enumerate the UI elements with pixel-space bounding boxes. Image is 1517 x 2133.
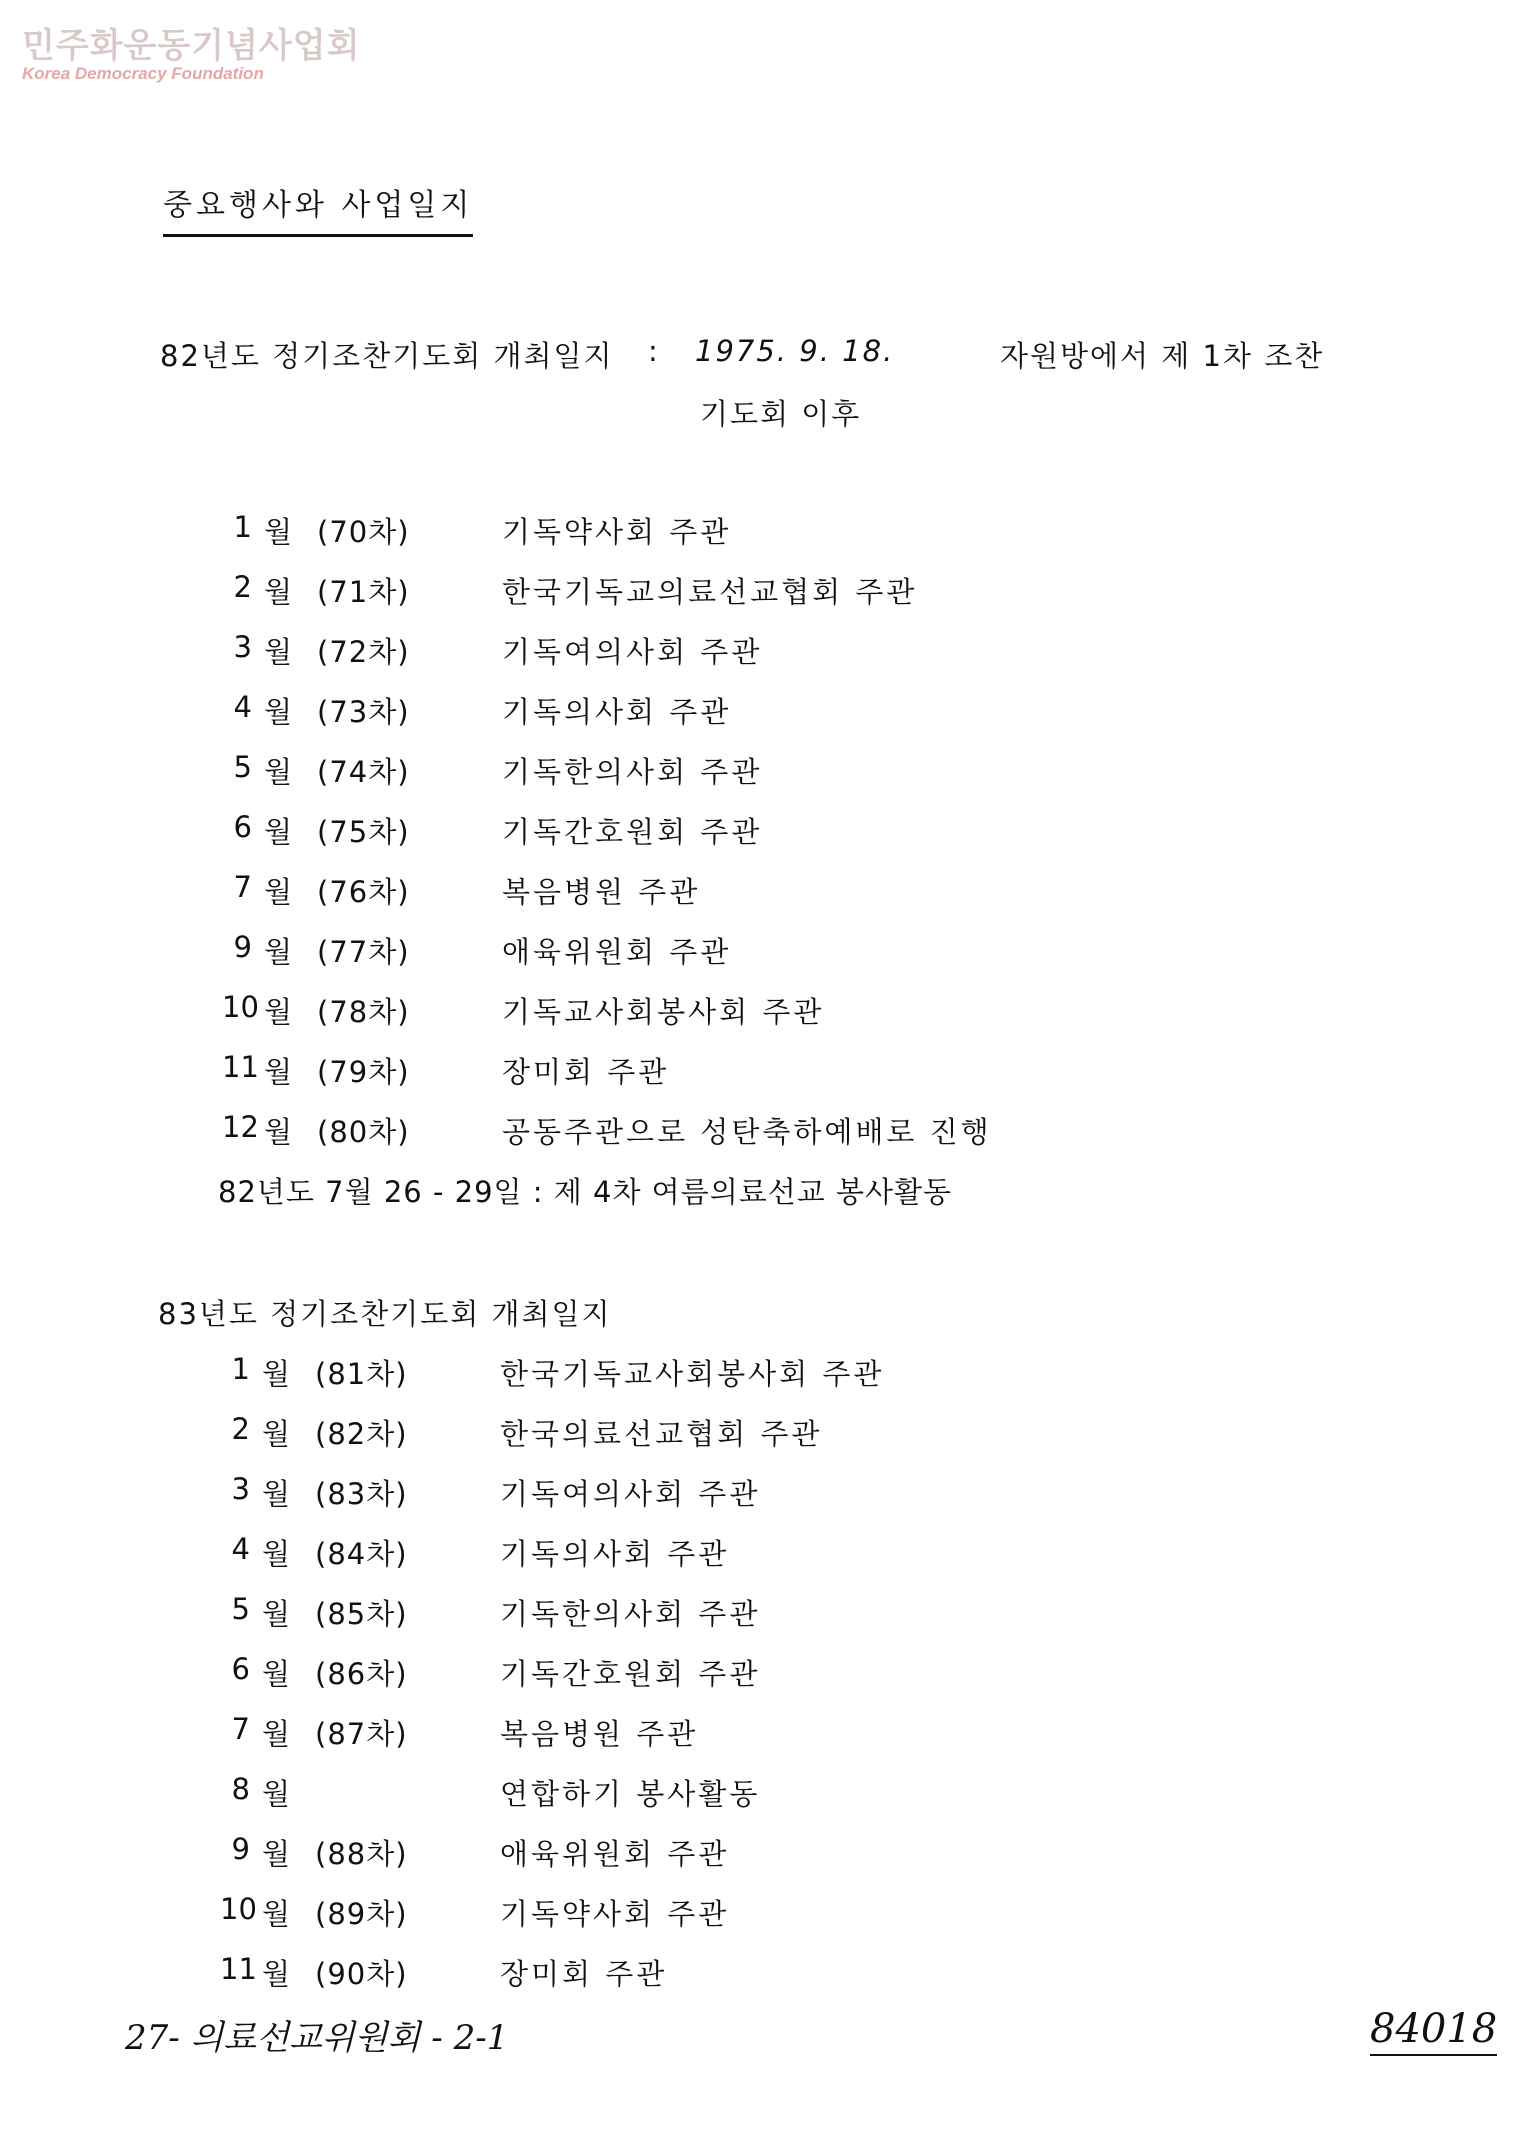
host-description: 한국기독교사회봉사회 주관 [500, 1357, 885, 1391]
host-description: 복음병원 주관 [502, 875, 701, 909]
host-description: 애육위원회 주관 [500, 1837, 730, 1871]
host-description: 연합하기 봉사활동 [500, 1777, 761, 1811]
meeting-count: (82차) [315, 1417, 408, 1451]
host-description: 기독한의사회 주관 [502, 755, 763, 789]
month-number: 11 [222, 1050, 259, 1084]
document-title: 중요행사와 사업일지 [163, 180, 473, 237]
section82-header-right: 자원방에서 제 1차 조찬 [1000, 339, 1325, 373]
month-number: 9 [231, 1832, 250, 1866]
month-unit: 월 [264, 695, 293, 729]
host-description: 기독한의사회 주관 [500, 1597, 761, 1631]
section82-header-sep: : [648, 334, 660, 368]
meeting-count: (77차) [317, 935, 410, 969]
month-unit: 월 [264, 995, 293, 1029]
meeting-count: (76차) [317, 875, 410, 909]
month-unit: 월 [262, 1657, 291, 1691]
month-number: 8 [231, 1772, 250, 1806]
month-unit: 월 [262, 1537, 291, 1571]
month-number: 4 [231, 1532, 250, 1566]
month-number: 5 [233, 750, 252, 784]
month-unit: 월 [264, 575, 293, 609]
handwritten-note: 27- 의료선교위원회 - 2-1 [125, 2018, 509, 2058]
section82-header-date: 1975. 9. 18. [695, 334, 895, 368]
month-number: 2 [233, 570, 252, 604]
meeting-count: (81차) [315, 1357, 408, 1391]
host-description: 한국의료선교협회 주관 [500, 1417, 823, 1451]
meeting-count: (80차) [317, 1115, 410, 1149]
host-description: 기독약사회 주관 [502, 515, 732, 549]
host-description: 기독약사회 주관 [500, 1897, 730, 1931]
meeting-count: (85차) [315, 1597, 408, 1631]
month-unit: 월 [262, 1477, 291, 1511]
page-stamp: 84018 [1370, 2006, 1497, 2056]
host-description: 기독의사회 주관 [500, 1537, 730, 1571]
section82-header-cont: 기도회 이후 [700, 397, 862, 431]
month-unit: 월 [264, 1115, 293, 1149]
month-number: 11 [220, 1952, 257, 1986]
month-unit: 월 [262, 1417, 291, 1451]
month-number: 6 [231, 1652, 250, 1686]
month-number: 4 [233, 690, 252, 724]
section82-header-left: 82년도 정기조찬기도회 개최일지 [160, 339, 614, 373]
meeting-count: (74차) [317, 755, 410, 789]
month-number: 9 [233, 930, 252, 964]
month-unit: 월 [262, 1897, 291, 1931]
host-description: 애육위원회 주관 [502, 935, 732, 969]
month-number: 3 [233, 630, 252, 664]
month-unit: 월 [264, 635, 293, 669]
month-number: 10 [222, 990, 259, 1024]
month-number: 6 [233, 810, 252, 844]
meeting-count: (71차) [317, 575, 410, 609]
month-unit: 월 [262, 1597, 291, 1631]
host-description: 장미회 주관 [500, 1957, 668, 1991]
meeting-count: (72차) [317, 635, 410, 669]
meeting-count: (89차) [315, 1897, 408, 1931]
host-description: 공동주관으로 성탄축하예배로 진행 [502, 1115, 992, 1149]
month-number: 12 [222, 1110, 259, 1144]
month-unit: 월 [264, 875, 293, 909]
meeting-count: (90차) [315, 1957, 408, 1991]
meeting-count: (87차) [315, 1717, 408, 1751]
host-description: 기독간호원회 주관 [502, 815, 763, 849]
month-unit: 월 [262, 1837, 291, 1871]
section82-footer: 82년도 7월 26 - 29일 : 제 4차 여름의료선교 봉사활동 [218, 1175, 953, 1209]
month-number: 7 [233, 870, 252, 904]
meeting-count: (78차) [317, 995, 410, 1029]
watermark-korean: 민주화운동기념사업회 [22, 26, 361, 66]
month-unit: 월 [264, 815, 293, 849]
month-unit: 월 [262, 1777, 291, 1811]
watermark-english: Korea Democracy Foundation [22, 64, 264, 83]
meeting-count: (86차) [315, 1657, 408, 1691]
month-unit: 월 [264, 515, 293, 549]
meeting-count: (79차) [317, 1055, 410, 1089]
host-description: 기독간호원회 주관 [500, 1657, 761, 1691]
month-unit: 월 [262, 1717, 291, 1751]
section83-header: 83년도 정기조찬기도회 개최일지 [158, 1297, 612, 1331]
month-unit: 월 [264, 935, 293, 969]
month-number: 1 [231, 1352, 250, 1386]
meeting-count: (70차) [317, 515, 410, 549]
meeting-count: (88차) [315, 1837, 408, 1871]
month-number: 7 [231, 1712, 250, 1746]
month-number: 10 [220, 1892, 257, 1926]
month-unit: 월 [264, 1055, 293, 1089]
meeting-count: (84차) [315, 1537, 408, 1571]
month-unit: 월 [264, 755, 293, 789]
host-description: 복음병원 주관 [500, 1717, 699, 1751]
host-description: 기독여의사회 주관 [500, 1477, 761, 1511]
host-description: 기독여의사회 주관 [502, 635, 763, 669]
month-number: 1 [233, 510, 252, 544]
meeting-count: (75차) [317, 815, 410, 849]
meeting-count: (83차) [315, 1477, 408, 1511]
host-description: 기독교사회봉사회 주관 [502, 995, 825, 1029]
month-number: 2 [231, 1412, 250, 1446]
host-description: 장미회 주관 [502, 1055, 670, 1089]
month-unit: 월 [262, 1357, 291, 1391]
meeting-count: (73차) [317, 695, 410, 729]
host-description: 한국기독교의료선교협회 주관 [502, 575, 918, 609]
host-description: 기독의사회 주관 [502, 695, 732, 729]
month-number: 5 [231, 1592, 250, 1626]
month-number: 3 [231, 1472, 250, 1506]
month-unit: 월 [262, 1957, 291, 1991]
